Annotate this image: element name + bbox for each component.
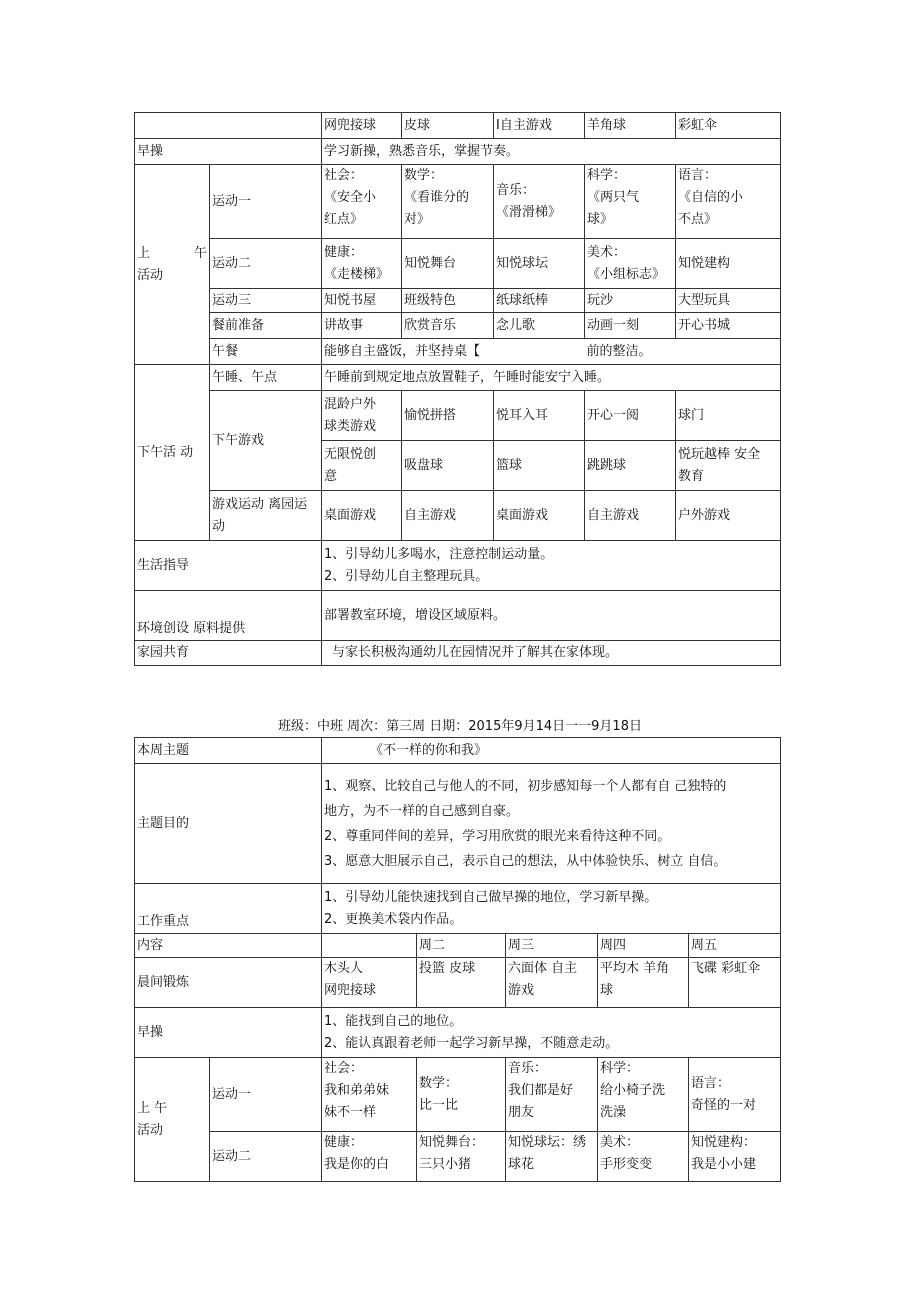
lunch-content: 前的整洁。 [585, 339, 781, 365]
sport2-row [135, 1132, 781, 1182]
header-cell: I自主游戏 [494, 113, 585, 139]
morning-activity-label: 上 午 活动 [135, 165, 210, 365]
activity-cell: 纸球纸棒 [494, 289, 585, 313]
row-label: 家园共育 [135, 641, 322, 666]
row-label: 餐前准备 [210, 313, 322, 339]
row-content: 1、引导幼儿多喝水，注意控制运动量。 2、引导幼儿自主整理玩具。 [322, 541, 781, 591]
row-content: 1、引导幼儿能快速找到自己做早操的地位，学习新早操。 2、更换美术袋内作品。 [322, 884, 781, 934]
row-label: 内容 [135, 934, 322, 958]
activity-cell: 跳跳球 [585, 441, 676, 491]
activity-cell: 健康： 《走楼梯》 [322, 239, 402, 289]
row-label: 本周主题 [135, 738, 322, 764]
activity-cell: 开心一阅 [585, 391, 676, 441]
activity-cell: 知悦建构： 我是小小建 [689, 1132, 781, 1182]
theme-row [135, 738, 781, 764]
activity-cell: 科学： 给小椅子洗 洗澡 [598, 1058, 689, 1132]
row-content: 1、观察、比较自己与他人的不同，初步感知每一个人都有自 己独特的 地方，为不一样的自己感到自豪。 2、尊重同伴间的差异，学习用欣赏的眼光来看待这种不同。 3、愿意大胆展示自己，表示自己的想法，从中体验快乐、树立 自信。 [322, 764, 781, 884]
class-info-caption: 班级：中班 周次：第三周 日期：2015年9月14日一一9月18日 [278, 719, 642, 734]
life-guidance-row [135, 541, 781, 591]
lunch-content: 能够自主盛饭，并坚持桌【 [322, 339, 585, 365]
activity-cell: 混龄户外 球类游戏 [322, 391, 402, 441]
sport3-row [135, 289, 781, 313]
activity-cell: 语言： 《自信的小 不点》 [676, 165, 781, 239]
activity-cell: 飞碟 彩虹伞 [689, 958, 781, 1008]
activity-cell: 知悦书屋 [322, 289, 402, 313]
activity-cell: 桌面游戏 [322, 491, 402, 541]
activity-cell: 悦玩越棒 安全 教育 [676, 441, 781, 491]
header-cell: 皮球 [402, 113, 494, 139]
early-exercise-row [135, 1008, 781, 1058]
activity-cell: 桌面游戏 [494, 491, 585, 541]
row-label: 运动一 [210, 165, 322, 239]
row-label: 午睡、午点 [210, 365, 322, 391]
weekday-cell [322, 934, 417, 958]
row-label: 生活指导 [135, 541, 322, 591]
morning-activity-label: 上 午 活动 [135, 1058, 210, 1182]
activity-cell: 美术： 《小组标志》 [585, 239, 676, 289]
activity-cell: 自主游戏 [585, 491, 676, 541]
row-label: 游戏运动 离园运动 [210, 491, 322, 541]
row-label: 环境创设 原料提供 [135, 591, 322, 641]
theme-title: 《不一样的你和我》 [322, 738, 781, 764]
afternoon-activity-label: 下午活 动 [135, 365, 210, 541]
row-label: 运动一 [210, 1058, 322, 1132]
activity-cell: 数学： 《看谁分的 对》 [402, 165, 494, 239]
activity-cell: 知悦球坛：绣 球花 [506, 1132, 598, 1182]
header-row [135, 113, 781, 139]
row-content: 1、能找到自己的地位。 2、能认真跟着老师一起学习新早操，不随意走动。 [322, 1008, 781, 1058]
header-cell: 羊角球 [585, 113, 676, 139]
activity-cell: 球门 [676, 391, 781, 441]
activity-cell: 悦耳入耳 [494, 391, 585, 441]
activity-cell: 愉悦拼搭 [402, 391, 494, 441]
activity-cell: 欣赏音乐 [402, 313, 494, 339]
morning-exercise-row [135, 139, 781, 165]
activity-cell: 自主游戏 [402, 491, 494, 541]
row-label: 早操 [135, 139, 322, 165]
morning-exercise-row [135, 958, 781, 1008]
activity-cell: 玩沙 [585, 289, 676, 313]
weekday-cell: 周四 [598, 934, 689, 958]
row-label: 晨间锻炼 [135, 958, 322, 1008]
row-label: 下午游戏 [210, 391, 322, 491]
activity-cell: 美术： 手形变变 [598, 1132, 689, 1182]
activity-cell: 音乐： 我们都是好 朋友 [506, 1058, 598, 1132]
activity-cell: 科学： 《两只气 球》 [585, 165, 676, 239]
schedule-table-1 [134, 112, 781, 666]
activity-cell: 社会： 我和弟弟妹 妹不一样 [322, 1058, 417, 1132]
activity-cell: 讲故事 [322, 313, 402, 339]
environment-row [135, 591, 781, 641]
work-focus-row [135, 884, 781, 934]
row-content: 午睡前到规定地点放置鞋子，午睡时能安宁入睡。 [322, 365, 781, 391]
leave-row [135, 491, 781, 541]
activity-cell: 知悦球坛 [494, 239, 585, 289]
activity-cell: 平均木 羊角 球 [598, 958, 689, 1008]
row-label: 运动二 [210, 1132, 322, 1182]
activity-cell: 开心书城 [676, 313, 781, 339]
activity-cell: 知悦舞台 [402, 239, 494, 289]
row-content: 部署教室环境，增设区域原料。 [322, 591, 781, 641]
activity-cell: 篮球 [494, 441, 585, 491]
row-label: 早操 [135, 1008, 322, 1058]
weekday-header-row [135, 934, 781, 958]
goals-row [135, 764, 781, 884]
activity-cell: 吸盘球 [402, 441, 494, 491]
sport1-row [135, 165, 781, 239]
activity-cell: 户外游戏 [676, 491, 781, 541]
activity-cell: 投篮 皮球 [417, 958, 506, 1008]
activity-cell: 木头人 网兜接球 [322, 958, 417, 1008]
row-label: 工作重点 [135, 884, 322, 934]
activity-cell: 大型玩具 [676, 289, 781, 313]
meal-prep-row [135, 313, 781, 339]
weekday-cell: 周二 [417, 934, 506, 958]
activity-cell: 知悦建构 [676, 239, 781, 289]
activity-cell: 社会： 《安全小 红点》 [322, 165, 402, 239]
row-label: 运动三 [210, 289, 322, 313]
row-content: 与家长积极沟通幼儿在园情况并了解其在家体现。 [322, 641, 781, 666]
activity-cell: 无限悦创 意 [322, 441, 402, 491]
activity-cell: 数学： 比一比 [417, 1058, 506, 1132]
lunch-row [135, 339, 781, 365]
activity-cell: 健康： 我是你的白 [322, 1132, 417, 1182]
activity-cell: 念儿歌 [494, 313, 585, 339]
activity-cell: 动画一刻 [585, 313, 676, 339]
sport2-row [135, 239, 781, 289]
nap-row [135, 365, 781, 391]
weekday-cell: 周五 [689, 934, 781, 958]
row-label: 午餐 [210, 339, 322, 365]
activity-cell: 音乐： 《滑滑梯》 [494, 165, 585, 239]
activity-cell: 六面体 自主 游戏 [506, 958, 598, 1008]
header-cell: 网兜接球 [322, 113, 402, 139]
afternoon-games-row [135, 391, 781, 441]
activity-cell: 知悦舞台： 三只小猪 [417, 1132, 506, 1182]
header-cell: 彩虹伞 [676, 113, 781, 139]
row-content: 学习新操，熟悉音乐，掌握节奏。 [322, 139, 781, 165]
activity-cell: 语言： 奇怪的一对 [689, 1058, 781, 1132]
row-label: 主题目的 [135, 764, 322, 884]
home-school-row [135, 641, 781, 666]
sport1-row [135, 1058, 781, 1132]
weekday-cell: 周三 [506, 934, 598, 958]
activity-cell: 班级特色 [402, 289, 494, 313]
schedule-table-2 [134, 737, 781, 1182]
row-label: 运动二 [210, 239, 322, 289]
